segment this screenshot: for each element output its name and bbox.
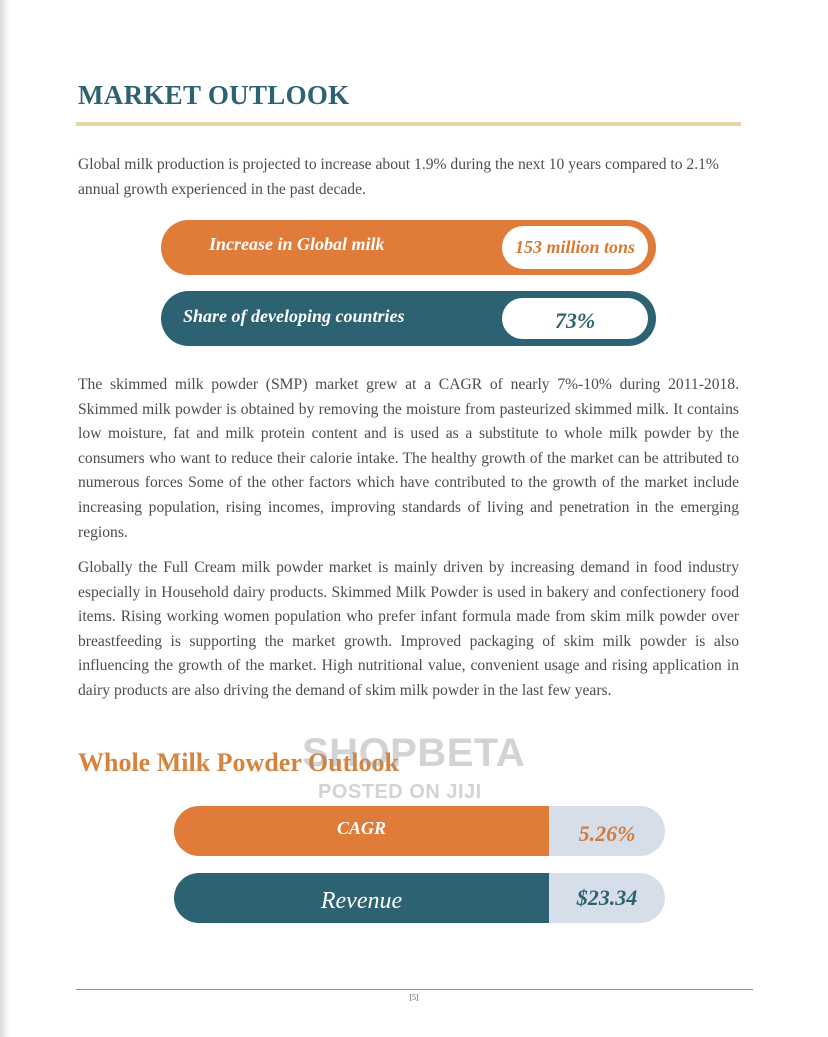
outlook-revenue-bar — [174, 873, 665, 923]
watermark-posted: POSTED ON JIJI — [318, 781, 482, 803]
outlook-cagr-label: CAGR — [174, 806, 549, 856]
smp-paragraph: The skimmed milk powder (SMP) market grew at a CAGR of nearly 7%-10% during 2011-2018. Skimmed milk powder is obtained by removing the moisture from pasteurized skimmed milk. It contains low moisture, fat and milk protein content and is used as a substitute to whole milk powder by the consumers who want to reduce their calorie intake. The healthy growth of the market can be attributed to numerous forces Some of the other factors which have contributed to the growth of the market include increasing population, rising incomes, improving standards of living and penetration in the emerging regions. — [78, 376, 739, 541]
footer-divider — [76, 989, 753, 990]
outlook-cagr-value: 5.26% — [578, 821, 636, 846]
page-number: [5] — [409, 993, 419, 1002]
stat-global-milk-label: Increase in Global milk — [209, 234, 385, 254]
stat-global-milk — [161, 220, 656, 275]
stat-developing-share — [161, 291, 656, 346]
stat-developing-share-label: Share of developing countries — [183, 306, 405, 326]
stat-developing-share-value: 73% — [502, 298, 648, 339]
intro-paragraph: Global milk production is projected to increase about 1.9% during the next 10 years compared to 2.1% annual growth experienced in the past decade. — [78, 156, 719, 198]
title-divider — [76, 122, 741, 126]
watermark-brand: SHOPBETA — [302, 731, 526, 775]
outlook-cagr-bar — [174, 806, 665, 856]
outlook-revenue-value: $23.34 — [576, 885, 638, 910]
outlook-revenue-label: Revenue — [174, 873, 549, 923]
fullcream-paragraph: Globally the Full Cream milk powder market is mainly driven by increasing demand in food industry especially in Household dairy products. Skimmed Milk Powder is used in bakery and confectionery food items. Rising working women population who prefer infant formula made from skim milk powder over breastfeeding is supporting the market growth. Improved packaging of skim milk powder is also influencing the growth of the market. High nutritional value, convenient usage and rising application in dairy products are also driving the demand of skim milk powder in the last few years. — [78, 559, 739, 699]
page-title: MARKET OUTLOOK — [78, 80, 350, 110]
section-subtitle: Whole Milk Powder Outlook — [78, 748, 399, 777]
stat-global-milk-value: 153 million tons — [502, 226, 648, 269]
page-edge-shadow — [0, 0, 12, 1037]
